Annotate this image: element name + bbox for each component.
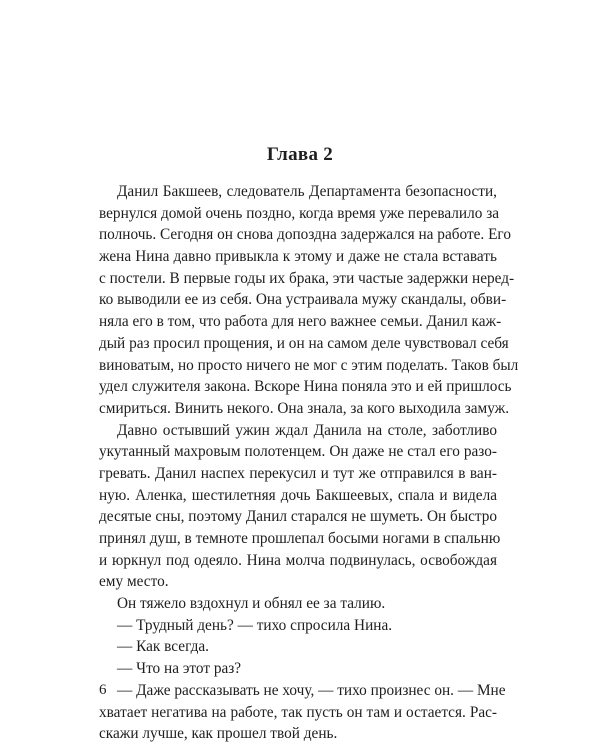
text-line: полночь. Сегодня он снова допоздна задержался на работе. Его	[99, 226, 511, 244]
text-line: Данил Бакшеев, следователь Департамента безопасности,	[117, 183, 497, 200]
text-line: — Как всегда.	[117, 638, 209, 656]
text-line: няла его в том, что работа для него важнее семьи. Данил каж-	[99, 313, 502, 331]
text-line: гревать. Данил наспех перекусил и тут же отправился в ван-	[99, 464, 497, 482]
text-line: Он тяжело вздохнул и обнял ее за талию.	[117, 595, 386, 613]
text-line: дый раз просил прощения, и он на самом деле чувствовал себя	[99, 334, 509, 352]
text-line: вернулся домой очень поздно, когда время уже перевалило за	[99, 204, 500, 222]
text-line: ко выводили ее из себя. Она устраивала мужу скандалы, обви-	[99, 291, 507, 309]
body-text	[99, 181, 519, 745]
text-line: — Даже рассказывать не хочу, — тихо произнес он. — Мне	[117, 681, 506, 699]
text-line: Давно остывший ужин ждал Данила на столе, заботливо	[117, 421, 497, 439]
text-line: удел служителя закона. Вскоре Нина поняла это и ей пришлось	[99, 378, 512, 396]
text-line: жена Нина давно привыкла к этому и даже не стала вставать	[99, 248, 497, 266]
text-line: хватает негатива на работе, так пусть он там и остается. Рас-	[99, 703, 497, 721]
text-line: десятые сны, поэтому Данил старался не шуметь. Он быстро	[99, 508, 498, 526]
text-line: — Трудный день? — тихо спросила Нина.	[117, 616, 393, 634]
text-line: скажи лучше, как прошел твой день.	[99, 725, 338, 743]
chapter-title: Глава 2	[266, 144, 334, 165]
text-line: с постели. В первые годы их брака, эти частые задержки неред-	[99, 269, 515, 287]
page-number: 6	[99, 682, 107, 698]
text-line: ную. Аленка, шестилетняя дочь Бакшеевых, спала и видела	[99, 486, 497, 504]
text-line: и юркнул под одеяло. Нина молча подвинулась, освобождая	[99, 551, 497, 569]
text-line: принял душ, в темноте прошлепал босыми ногами в спальню	[99, 530, 501, 547]
text-line: — Что на этот раз?	[117, 660, 242, 678]
text-line: смириться. Винить некого. Она знала, за кого выходила замуж.	[99, 399, 510, 417]
text-line: укутанный махровым полотенцем. Он даже не стал его разо-	[99, 443, 497, 461]
text-line: виноватым, но просто ничего не мог с этим поделать. Таков был	[99, 356, 519, 374]
text-line: ему место.	[99, 573, 169, 591]
